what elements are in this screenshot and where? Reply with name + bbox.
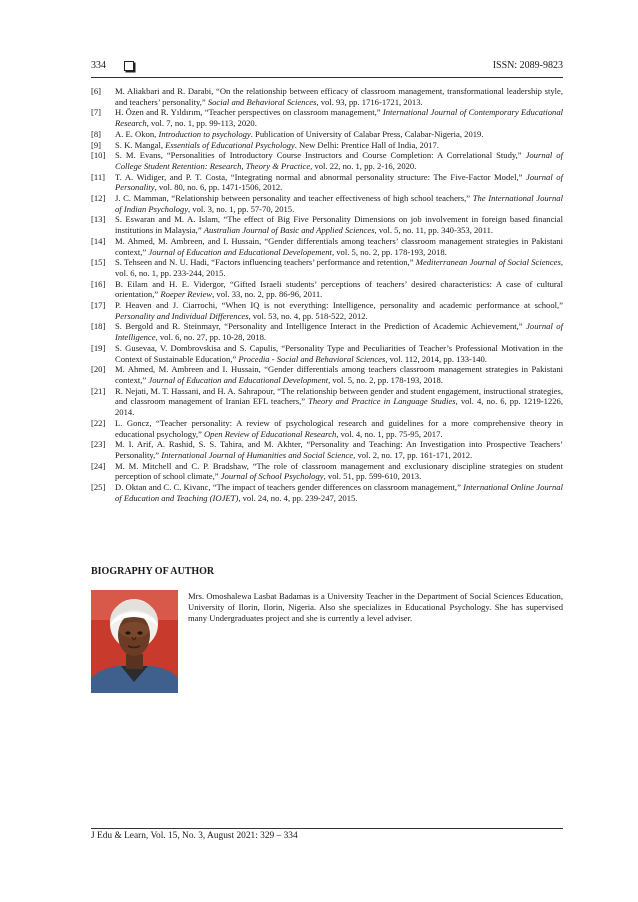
reference-item	[91, 461, 563, 482]
reference-text: , vol. 24, no. 4, pp. 239-247, 2015.	[238, 492, 358, 503]
checkbox-square-icon	[124, 61, 134, 71]
reference-list	[91, 86, 563, 503]
reference-item	[91, 214, 563, 235]
reference-item	[91, 364, 563, 385]
reference-number: [6]	[91, 86, 102, 96]
reference-source-title: International Journal of Humanities and Social Science	[161, 449, 354, 460]
biography-heading: BIOGRAPHY OF AUTHOR	[91, 566, 215, 577]
reference-text: S. Bergold and R. Steinmayr, “Personality and Intelligence Interact in the Prediction of Academic Achievement,”	[115, 321, 527, 332]
reference-source-title: Open Review of Educational Research	[203, 428, 337, 439]
reference-number: [19]	[91, 342, 106, 353]
reference-number: [20]	[91, 364, 106, 375]
reference-text: S. Gusevaa, V. Dombrovskisa and S. Capulis, “Personality Type and Peculiarities of Teacher’s Professional Motivation in the Context of Sustainable Education,”	[115, 342, 563, 364]
reference-text: L. Goncz, “Teacher personality: A review of psychological research and guidelines for a more comprehensive theory in educational psychology,”	[115, 417, 563, 439]
reference-item	[91, 482, 563, 503]
reference-text: , vol. 4, no. 6, pp. 1219-1226, 2014.	[115, 396, 563, 418]
reference-number: [18]	[91, 321, 106, 332]
reference-item	[91, 300, 563, 321]
reference-source-title: Social and Behavioral Sciences	[207, 96, 317, 107]
reference-source-title: International Online Journal of Education and Teaching (IOJET)	[115, 482, 563, 503]
reference-number: [11]	[91, 171, 105, 182]
reference-text: M. Aliakbari and R. Darabi, “On the relationship between efficacy of classroom management, transformational leadership style, and teachers’ personality,”	[115, 86, 563, 107]
reference-source-title: Australian Journal of Basic and Applied Sciences	[203, 225, 375, 236]
reference-number: [25]	[91, 482, 106, 493]
reference-text: P. Heaven and J. Ciarrochi, “When IQ is not everything: Intelligence, personality and academic performance at school,”	[115, 300, 563, 311]
reference-text: S. K. Mangal,	[115, 139, 166, 150]
reference-text: , vol. 7, no. 1, pp. 99-113, 2020.	[146, 118, 257, 129]
footer-rule	[91, 828, 563, 829]
reference-number: [8]	[91, 128, 102, 139]
reference-number: [22]	[91, 417, 106, 428]
reference-text: . New Delhi: Prentice Hall of India, 2017.	[294, 139, 439, 150]
reference-source-title: Journal of Education and Educational Development	[148, 374, 329, 385]
reference-number: [23]	[91, 439, 106, 450]
author-portrait-image	[91, 590, 178, 693]
reference-source-title: The International Journal of Indian Psychology	[115, 193, 563, 214]
reference-text: S. M. Evans, “Personalities of Introductory Course Instructors and Course Completion: A Correlational Study,”	[115, 150, 526, 161]
reference-text: T. A. Widiger, and P. T. Costa, “Integrating normal and abnormal personality structure: The Five-Factor Model,”	[115, 171, 526, 182]
reference-source-title: Procedia - Social and Behavioral Sciences	[238, 353, 386, 364]
reference-text: , vol. 2, no. 17, pp. 161-171, 2012.	[353, 449, 473, 460]
reference-item	[91, 321, 563, 342]
reference-source-title: Roeper Review	[160, 289, 213, 300]
reference-item	[91, 86, 563, 107]
reference-number: [13]	[91, 214, 106, 225]
reference-text: , vol. 5, no. 2, pp. 178-193, 2018.	[331, 246, 447, 257]
reference-number: [24]	[91, 460, 106, 471]
reference-text: D. Oktan and C. C. Kivanc, “The impact of teachers gender differences on classroom management,”	[115, 482, 464, 493]
reference-source-title: Journal of School Psychology	[220, 471, 324, 482]
reference-text: R. Nejati, M. T. Hassani, and H. A. Sahrapour, “The relationship between gender and student engagement, instructional strategies, and classroom management of Iranian EFL teachers,”	[115, 385, 563, 407]
header-rule	[91, 77, 563, 78]
reference-number: [21]	[91, 385, 106, 396]
reference-text: , vol. 80, no. 6, pp. 1471-1506, 2012.	[154, 182, 283, 193]
reference-text: , vol. 4, no. 1, pp. 75-95, 2017.	[336, 428, 443, 439]
reference-item	[91, 107, 563, 128]
reference-number: [7]	[91, 107, 102, 118]
reference-text: A. E. Okon,	[115, 128, 159, 139]
reference-text: , vol. 93, pp. 1716-1721, 2013.	[316, 96, 423, 107]
journal-footer: J Edu & Learn, Vol. 15, No. 3, August 2021: 329 – 334	[91, 831, 298, 841]
reference-number: [16]	[91, 278, 106, 289]
reference-number: [10]	[91, 150, 106, 161]
biography-text: Mrs. Omoshalewa Lasbat Badamas is a University Teacher in the Department of Social Sciences Education, University of Ilorin, Ilorin, Nigeria. Also she specializes in Educational Psychology. She has supervised many Undergraduates project and she is currently a level adviser.	[188, 591, 563, 623]
reference-item	[91, 172, 563, 193]
reference-item	[91, 193, 563, 214]
reference-item	[91, 343, 563, 364]
reference-item	[91, 279, 563, 300]
reference-text: , vol. 3, no. 1, pp. 57-70, 2015.	[188, 203, 295, 214]
reference-text: , vol. 5, no. 11, pp. 340-353, 2011.	[374, 225, 494, 236]
reference-text: S. Tehseen and N. U. Hadi, “Factors influencing teachers’ performance and retention,”	[115, 257, 416, 268]
reference-text: H. Özen and R. Yıldırım, “Teacher perspectives on classroom management,”	[115, 107, 383, 118]
reference-item	[91, 236, 563, 257]
reference-source-title: Mediterranean Journal of Social Sciences	[415, 257, 561, 268]
reference-number: [15]	[91, 257, 106, 268]
reference-source-title: Essentials of Educational Psychology	[165, 139, 295, 150]
page-header	[91, 60, 563, 76]
reference-text: B. Eilam and H. E. Vidergor, “Gifted Israeli students’ perceptions of teachers’ desired characteristics: A case of cultural orientation,”	[115, 278, 563, 300]
reference-number: [9]	[91, 139, 102, 150]
reference-text: , vol. 22, no. 1, pp. 2-16, 2020.	[310, 160, 417, 171]
reference-text: M. Ahmed, M. Ambreen and I. Hussain, “Gender differentials among teachers classroom management strategies in Pakistani context,”	[115, 364, 563, 385]
reference-source-title: Journal of Personality	[115, 171, 563, 193]
page-number: 334	[91, 60, 106, 71]
reference-number: [14]	[91, 235, 106, 246]
reference-source-title: Journal of Education and Educational Developement	[148, 246, 332, 257]
reference-item	[91, 257, 563, 278]
reference-item	[91, 129, 563, 140]
reference-text: M. Ahmed, M. Ambreen, and I. Hussain, “Gender differentials among teachers’ classroom management strategies in Pakistani context,”	[115, 235, 563, 257]
issn-label: ISSN: 2089-9823	[492, 60, 563, 71]
reference-text: M. M. Mitchell and C. P. Bradshaw, “The role of classroom management and exclusionary discipline strategies on student perception of school climate,”	[115, 460, 563, 482]
reference-text: . Publication of University of Calabar Press, Calabar-Nigeria, 2019.	[250, 128, 484, 139]
reference-text: , vol. 51, pp. 599-610, 2013.	[323, 471, 422, 482]
reference-text: , vol. 33, no. 2, pp. 86-96, 2011.	[212, 289, 323, 300]
reference-item	[91, 439, 563, 460]
reference-text: M. I. Arif, A. Rashid, S. S. Tahira, and M. Akhter, “Personality and Teaching: An Investigation into Prospective Teachers’ Personality,”	[115, 439, 563, 460]
reference-text: , vol. 6, no. 1, pp. 233-244, 2015.	[115, 257, 563, 278]
reference-text: S. Eswaran and M. A. Islam, “The effect of Big Five Personality Dimensions on job involvement in foreign based financial institutions in Malaysia,”	[115, 214, 563, 236]
reference-text: , vol. 5, no. 2, pp. 178-193, 2018.	[328, 374, 443, 385]
reference-item	[91, 386, 563, 418]
reference-number: [12]	[91, 193, 106, 204]
reference-item	[91, 418, 563, 439]
reference-source-title: Personality and Individual Differences	[115, 310, 249, 321]
reference-text: , vol. 53, no. 4, pp. 518-522, 2012.	[248, 310, 368, 321]
reference-text: J. C. Mamman, “Relationship between personality and teacher effectiveness of high school teachers,”	[115, 193, 473, 204]
author-photo	[91, 590, 178, 693]
reference-source-title: International Journal of Contemporary Educational Research	[115, 107, 564, 129]
reference-text: , vol. 112, 2014, pp. 133-140.	[385, 353, 487, 364]
reference-item	[91, 150, 563, 171]
reference-source-title: Journal of Intelligence	[115, 321, 563, 343]
reference-source-title: Introduction to psychology	[158, 128, 251, 139]
reference-source-title: Journal of College Student Retention: Research, Theory & Practice	[115, 150, 563, 171]
reference-source-title: Theory and Practice in Language Studies	[308, 396, 456, 407]
reference-text: , vol. 6, no. 27, pp. 10-28, 2018.	[155, 332, 267, 343]
reference-item	[91, 140, 563, 151]
reference-number: [17]	[91, 300, 106, 311]
